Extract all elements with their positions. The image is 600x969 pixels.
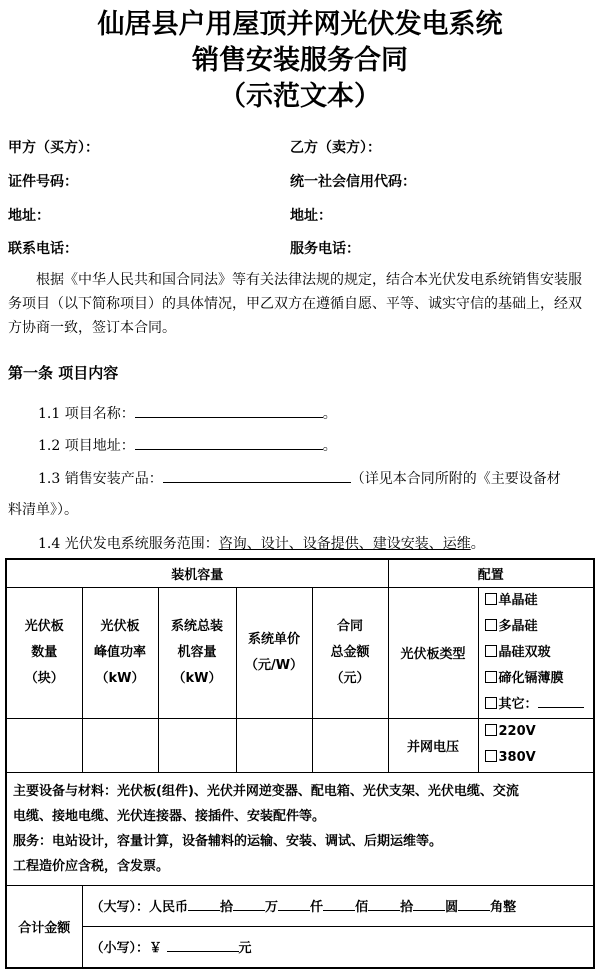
option-label: 晶硅双玻	[498, 644, 551, 660]
item-1-4-end: 。	[470, 536, 485, 552]
col-panel-count	[6, 587, 82, 718]
item-1-3-note: （详见本合同所附的《主要设备材	[350, 471, 561, 487]
tax-line: 工程造价应含税，含发票。	[13, 858, 170, 874]
service-line: 服务：电站设计，容量计算，设备辅料的运输、安装、调试、后期运维等。	[13, 833, 443, 849]
blank[interactable]	[458, 897, 490, 911]
option-label: 单晶硅	[498, 592, 538, 608]
party-a-label: 甲方（买方）：	[8, 140, 99, 156]
col-contract-amount-line2: 总金额	[330, 644, 370, 660]
col-unit-price-line1: 系统单价	[247, 631, 300, 647]
option-label: 220V	[498, 724, 536, 739]
col-panel-power-line2: 峰值功率	[93, 644, 146, 660]
unit-label: 仟	[310, 900, 324, 915]
item-1-2	[38, 434, 337, 455]
col-total-capacity-line3: （kW）	[172, 670, 222, 686]
checkbox[interactable]	[485, 619, 497, 631]
blank[interactable]	[323, 897, 355, 911]
col-total-capacity-line2: 机容量	[177, 644, 217, 660]
amount-number-blank[interactable]	[167, 938, 239, 952]
blank[interactable]	[368, 897, 400, 911]
col-panel-power-line3: （kW）	[95, 670, 145, 686]
item-1-1-end: 。	[322, 406, 337, 422]
project-name-blank[interactable]	[135, 402, 323, 418]
party-b-label: 乙方（卖方）：	[290, 140, 381, 156]
service-phone-label: 服务电话：	[290, 241, 360, 257]
item-1-1	[38, 402, 337, 423]
contact-phone-label: 联系电话：	[8, 241, 78, 257]
unit-label: 圆	[445, 900, 459, 915]
checkbox[interactable]	[485, 724, 497, 736]
intro-paragraph: 根据《中华人民共和国合同法》等有关法律法规的规定，结合本光伏发电系统销售安装服务项目（以下简称项目）的具体情况，甲乙双方在遵循自愿、平等、诚实守信的基础上，经双方协商一致，签订本合同。	[8, 272, 582, 336]
item-1-2-label: 1.2 项目地址：	[38, 438, 135, 454]
checkbox[interactable]	[485, 645, 497, 657]
col-panel-count-line2: 数量	[31, 644, 58, 660]
checkbox[interactable]	[485, 671, 497, 683]
title-line-3: （示范文本）	[219, 81, 381, 112]
upper-prefix: （大写）：人民币	[90, 900, 189, 915]
option-other[interactable]	[485, 692, 594, 718]
materials-line-2: 电缆、接地电缆、光伏连接器、接插件、安装配件等。	[13, 808, 326, 824]
panel-type-options	[478, 587, 594, 718]
config-header: 配置	[388, 559, 594, 587]
col-panel-count-line1: 光伏板	[24, 618, 64, 634]
blank[interactable]	[278, 897, 310, 911]
item-1-3-label: 1.3 销售安装产品：	[38, 471, 163, 487]
option-label: 其它：	[498, 696, 538, 712]
item-1-3	[38, 467, 561, 488]
col-contract-amount-line1: 合同	[336, 618, 363, 634]
option-380v[interactable]	[485, 745, 594, 771]
voltage-options	[478, 718, 594, 772]
checkbox[interactable]	[485, 750, 497, 762]
item-1-4	[38, 533, 485, 553]
lower-suffix: 元	[238, 941, 252, 956]
col-total-capacity	[158, 587, 236, 718]
article-1-heading: 第一条 项目内容	[8, 364, 119, 382]
option-double-glass[interactable]	[485, 640, 594, 666]
option-label: 多晶硅	[498, 618, 538, 634]
title-line-2: 销售安装服务合同	[192, 45, 408, 76]
total-amount-label: 合计金额	[6, 885, 82, 968]
item-1-1-label: 1.1 项目名称：	[38, 406, 135, 422]
col-contract-amount	[312, 587, 388, 718]
option-label: 380V	[498, 750, 536, 765]
credit-code-label: 统一社会信用代码：	[290, 174, 416, 190]
option-poly[interactable]	[485, 614, 594, 640]
option-label: 碲化镉薄膜	[498, 670, 564, 686]
col-panel-power-line1: 光伏板	[100, 618, 140, 634]
panel-type-label: 光伏板类型	[388, 587, 478, 718]
equipment-table	[5, 558, 595, 969]
value-panel-count[interactable]	[6, 718, 82, 772]
col-unit-price	[236, 587, 312, 718]
option-mono[interactable]	[485, 588, 594, 614]
title-line-1: 仙居县户用屋顶并网光伏发电系统	[97, 9, 503, 40]
materials-line-1: 主要设备与材料：光伏板(组件)、光伏并网逆变器、配电箱、光伏支架、光伏电缆、交流	[13, 783, 519, 799]
blank[interactable]	[233, 897, 265, 911]
col-contract-amount-line3: （元）	[330, 670, 370, 686]
blank[interactable]	[413, 897, 445, 911]
value-total-capacity[interactable]	[158, 718, 236, 772]
address-b-label: 地址：	[290, 208, 332, 224]
service-scope-value: 咨询、设计、设备提供、建设安装、运维	[218, 536, 471, 552]
checkbox[interactable]	[485, 697, 497, 709]
address-a-label: 地址：	[8, 208, 50, 224]
capacity-header: 装机容量	[6, 559, 388, 587]
amount-upper-row	[82, 885, 594, 926]
amount-lower-row	[82, 926, 594, 968]
lower-prefix: （小写）：￥	[90, 941, 163, 956]
blank[interactable]	[188, 897, 220, 911]
id-number-label: 证件号码：	[8, 174, 78, 190]
col-total-capacity-line1: 系统总装	[170, 618, 223, 634]
unit-label: 拾	[220, 900, 234, 915]
unit-label: 拾	[400, 900, 414, 915]
col-panel-count-line3: （块）	[24, 670, 64, 686]
unit-label: 角整	[490, 900, 517, 915]
unit-label: 佰	[355, 900, 369, 915]
unit-label: 万	[265, 900, 279, 915]
option-220v[interactable]	[485, 719, 594, 745]
item-1-4-label: 1.4 光伏发电系统服务范围：	[38, 536, 219, 552]
product-blank[interactable]	[163, 467, 351, 483]
other-type-blank[interactable]	[538, 694, 584, 708]
col-unit-price-line2: （元/W）	[244, 657, 304, 673]
checkbox[interactable]	[485, 593, 497, 605]
item-1-3-note-cont: 料清单》）。	[8, 502, 78, 518]
materials-cell	[6, 772, 594, 885]
project-address-blank[interactable]	[135, 434, 323, 450]
col-panel-power	[82, 587, 158, 718]
value-contract-amount[interactable]	[312, 718, 388, 772]
value-panel-power[interactable]	[82, 718, 158, 772]
option-cdte[interactable]	[485, 666, 594, 692]
value-unit-price[interactable]	[236, 718, 312, 772]
voltage-label: 并网电压	[388, 718, 478, 772]
item-1-2-end: 。	[322, 438, 337, 454]
